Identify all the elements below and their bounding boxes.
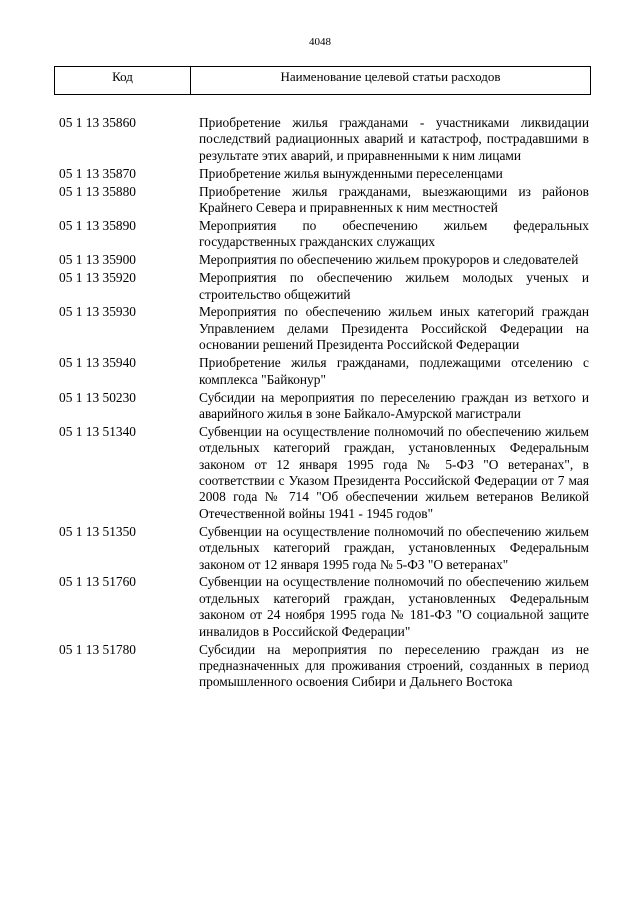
table-row bbox=[0, 184, 640, 217]
row-code: 05 1 13 35880 bbox=[59, 183, 136, 199]
row-description: Субсидии на мероприятия по переселению граждан из не предназначенных для проживания строений, созданных в период промышленного освоения Сибири и Дальнего Востока bbox=[199, 641, 589, 690]
row-description: Субсидии на мероприятия по переселению граждан из ветхого и аварийного жилья в зоне Байкало-Амурской магистрали bbox=[199, 389, 589, 421]
row-code: 05 1 13 35940 bbox=[59, 355, 136, 371]
row-description: Приобретение жилья гражданами, выезжающими из районов Крайнего Севера и приравненных к ним местностей bbox=[199, 183, 589, 216]
table-row bbox=[0, 218, 640, 251]
row-description: Мероприятия по обеспечению жильем молодых ученых и строительство общежитий bbox=[199, 270, 589, 302]
table-row bbox=[0, 390, 640, 423]
page-number: 4048 bbox=[309, 36, 331, 48]
row-description: Субвенции на осуществление полномочий по обеспечению жильем отдельных категорий граждан, установленных Федеральным законом от 24 ноября 1995 года № 181-ФЗ "О социальной защите инвалидов в Российской Федерации" bbox=[199, 574, 589, 639]
row-description: Приобретение жилья гражданами - участниками ликвидации последствий радиационных аварий и катастроф, пострадавшими в результате этих аварий, и приравненными к ним лицами bbox=[199, 115, 589, 163]
table-row bbox=[0, 355, 640, 388]
table-row bbox=[0, 270, 640, 303]
table-row bbox=[0, 574, 640, 640]
header-name: Наименование целевой статьи расходов bbox=[280, 69, 501, 84]
table-row bbox=[0, 524, 640, 573]
header-code: Код bbox=[55, 67, 191, 94]
table-body bbox=[0, 115, 640, 692]
table-row bbox=[0, 252, 640, 268]
row-code: 05 1 13 35860 bbox=[59, 115, 136, 130]
row-code: 05 1 13 35930 bbox=[59, 304, 136, 320]
row-code: 05 1 13 51350 bbox=[59, 523, 136, 539]
row-description: Мероприятия по обеспечению жильем прокуроров и следователей bbox=[199, 252, 579, 268]
row-code: 05 1 13 51780 bbox=[59, 641, 136, 657]
table-header bbox=[54, 66, 591, 95]
table-row bbox=[0, 166, 640, 182]
table-row bbox=[0, 304, 640, 353]
row-code: 05 1 13 35920 bbox=[59, 270, 136, 286]
row-description: Приобретение жилья гражданами, подлежащими отселению с комплекса "Байконур" bbox=[199, 355, 589, 387]
row-code: 05 1 13 35870 bbox=[59, 165, 136, 181]
row-code: 05 1 13 51340 bbox=[59, 423, 136, 439]
row-description: Субвенции на осуществление полномочий по обеспечению жильем отдельных категорий граждан, установленных Федеральным законом от 12 января 1995 года № 5-ФЗ "О ветеранах" bbox=[199, 523, 589, 572]
row-code: 05 1 13 51760 bbox=[59, 574, 136, 590]
table-row bbox=[0, 642, 640, 691]
row-code: 05 1 13 35900 bbox=[59, 252, 136, 268]
row-code: 05 1 13 50230 bbox=[59, 389, 136, 405]
table-row bbox=[0, 115, 640, 164]
table-row bbox=[0, 424, 640, 522]
row-code: 05 1 13 35890 bbox=[59, 217, 136, 233]
row-description: Мероприятия по обеспечению жильем иных категорий граждан Управлением делами Президента Российской Федерации на основании решений Президента Российской Федерации bbox=[199, 304, 589, 353]
row-description: Приобретение жилья вынужденными переселенцами bbox=[199, 165, 503, 181]
row-description: Субвенции на осуществление полномочий по обеспечению жильем отдельных категорий граждан, установленных Федеральным законом от 12 января 1995 года № 5-ФЗ "О ветеранах", в соответствии с Указом Президента Российской Федерации от 7 мая 2008 года № 714 "Об обеспечении жильем ветеранов Великой Отечественной войны 1941 - 1945 годов" bbox=[199, 423, 589, 521]
row-description: Мероприятия по обеспечению жильем федеральных государственных гражданских служащих bbox=[199, 217, 589, 250]
